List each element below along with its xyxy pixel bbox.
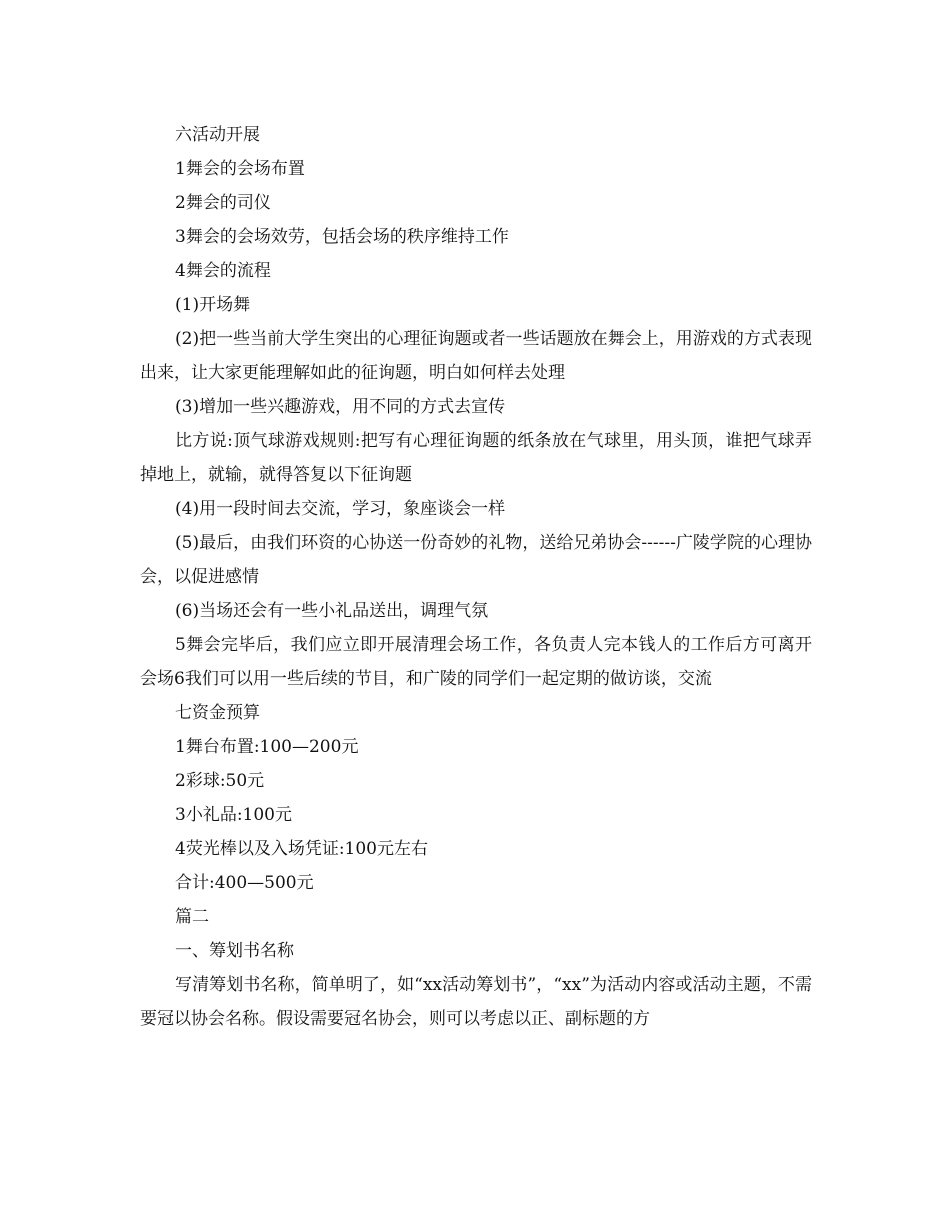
document-page [140,118,812,1036]
part-heading: 篇二 [175,907,209,927]
list-item: 2彩球:50元 [175,771,265,791]
list-item: 4荧光棒以及入场凭证:100元左右 [175,839,428,859]
budget-total: 合计:400—500元 [175,873,314,893]
list-item: 3小礼品:100元 [175,805,292,825]
list-item: (6)当场还会有一些小礼品送出，调理气氛 [175,601,489,621]
list-item: (4)用一段时间去交流，学习，象座谈会一样 [175,499,506,519]
list-item: (3)增加一些兴趣游戏，用不同的方式去宣传 [175,397,506,417]
section-heading-title: 一、筹划书名称 [175,941,294,961]
body-paragraph: 5舞会完毕后，我们应立即开展清理会场工作，各负责人完本钱人的工作后方可离开会场6我们可以用一些后续的节目，和广陵的同学们一起定期的做访谈，交流 [140,635,812,689]
body-paragraph: 比方说:顶气球游戏规则:把写有心理征询题的纸条放在气球里，用头顶，谁把气球弄掉地上，就输，就得答复以下征询题 [140,431,812,485]
body-paragraph: 写清筹划书名称，简单明了，如“xx活动筹划书”，“xx”为活动内容或活动主题，不需要冠以协会名称。假设需要冠名协会，则可以考虑以正、副标题的方 [140,975,812,1029]
section-heading-activity: 六活动开展 [175,125,260,145]
list-item: 3舞会的会场效劳，包括会场的秩序维持工作 [175,227,509,247]
list-item: 1舞会的会场布置 [175,159,305,179]
section-heading-budget: 七资金预算 [175,703,260,723]
list-item: (1)开场舞 [175,295,251,315]
list-item: 1舞台布置:100—200元 [175,737,359,757]
list-item: (5)最后，由我们环资的心协送一份奇妙的礼物，送给兄弟协会------广陵学院的心理协会，以促进感情 [140,533,812,587]
list-item: 2舞会的司仪 [175,193,271,213]
list-item: 4舞会的流程 [175,261,271,281]
list-item: (2)把一些当前大学生突出的心理征询题或者一些话题放在舞会上，用游戏的方式表现出来，让大家更能理解如此的征询题，明白如何样去处理 [140,329,812,383]
